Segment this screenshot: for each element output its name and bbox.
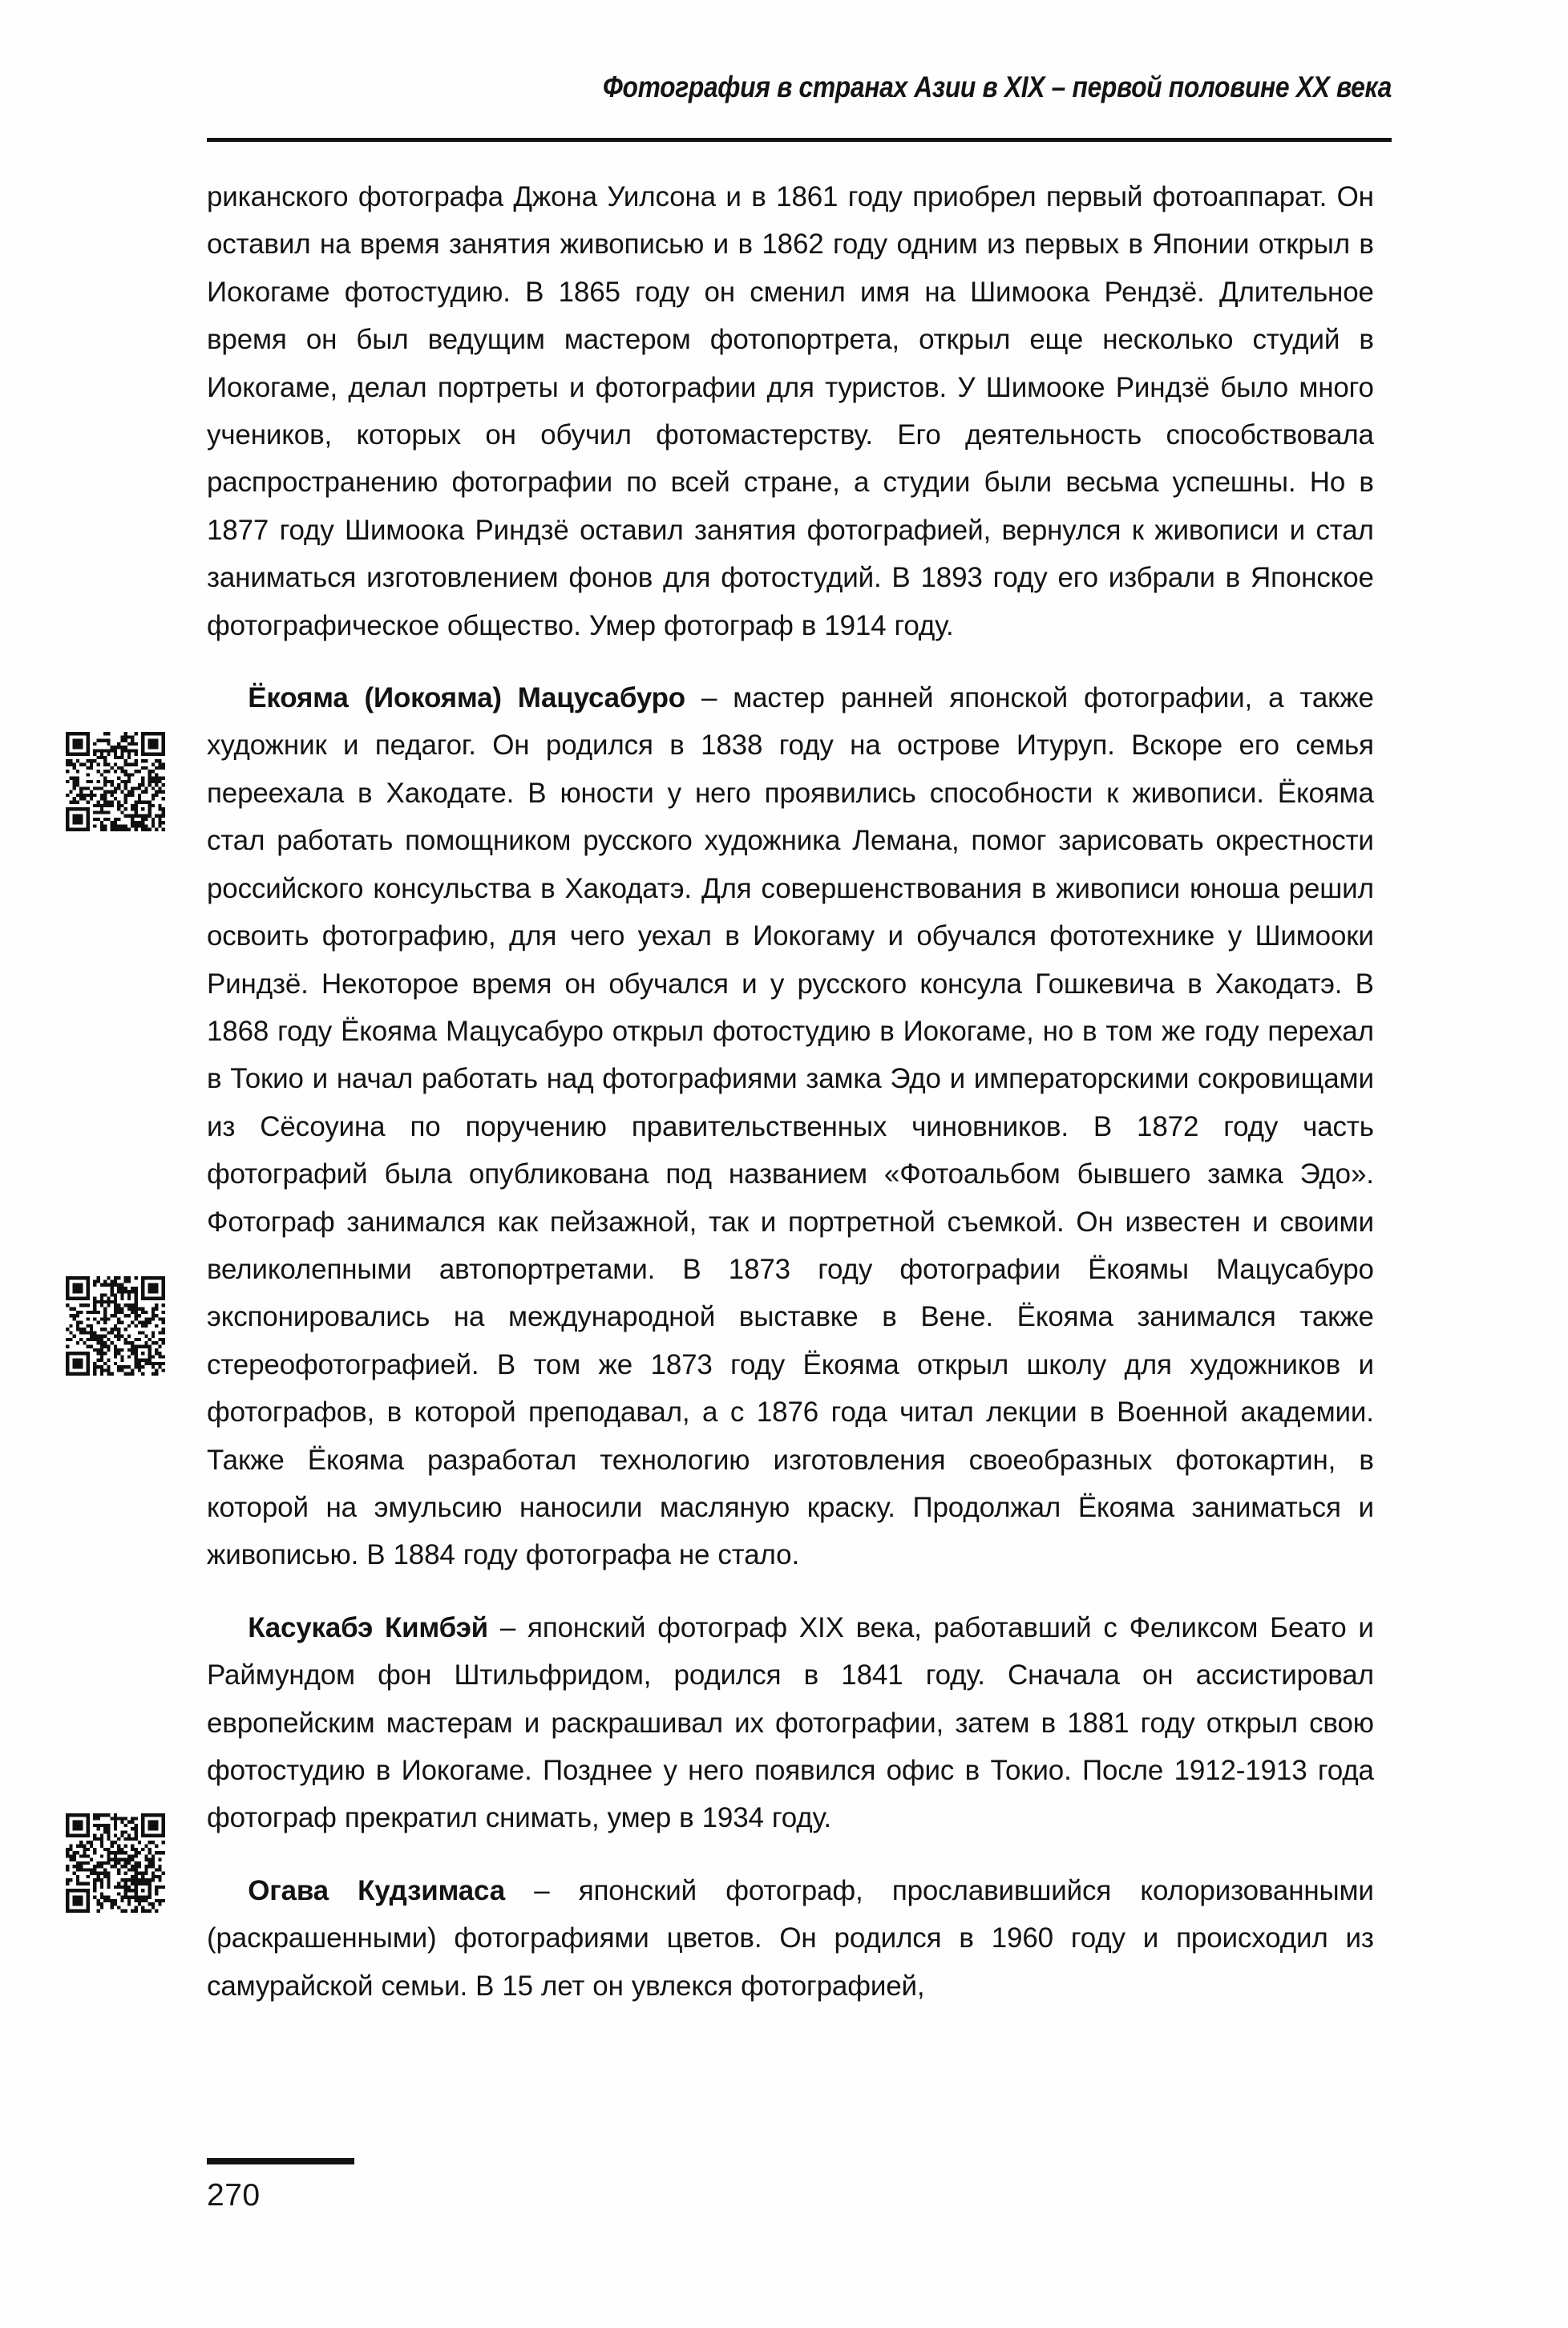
page-number: 270 xyxy=(207,2178,261,2213)
entry-name-kusakabe: Касукабэ Кимбэй xyxy=(248,1611,488,1643)
qr-code-kusakabe[interactable] xyxy=(66,1813,165,1913)
entry-name-yokoyama: Ёкояма (Иокояма) Мацусабуро xyxy=(248,681,685,714)
paragraph-yokoyama xyxy=(207,674,1374,1579)
paragraph-text: – мастер ранней японской фотографии, а также художник и педагог. Он родился в 1838 году на острове Итуруп. Вскоре его семья переехала в Хакодате. В юности у него проявились способности к живописи. Ёкояма стал работать помощником русского художника Лемана, помог зарисовать окрестности российского консульства в Хакодатэ. Для совершенствования в живописи юноша решил освоить фотографию, для чего уехал в Иокогаму и обучался фототехнике у Шимооки Риндзё. Некоторое время он обучался и у русского консула Гошкевича в Хакодатэ. В 1868 году Ёкояма Мацусабуро открыл фотостудию в Иокогаме, но в том же году перехал в Токио и начал работать над фотографиями замка Эдо и императорскими сокровищами из Сёсоуина по поручению правительственных чиновников. В 1872 году часть фотографий была опубликована под названием «Фотоальбом бывшего замка Эдо». Фотограф занимался как пейзажной, так и портретной съемкой. Он известен и своими великолепными автопортретами. В 1873 году фотографии Ёкоямы Мацусабуро экспонировались на международной выставке в Вене. Ёкояма занимался также стереофотографией. В том же 1873 году Ёкояма открыл школу для художников и фотографов, в которой преподавал, а с 1876 года читал лекции в Военной академии. Также Ёкояма разработал технологию изготовления своеобразных фотокартин, в которой на эмульсию наносили масляную краску. Продолжал Ёкояма заниматься и живописью. В 1884 году фотографа не стало. xyxy=(207,681,1374,1571)
body-text-block xyxy=(207,173,1392,2010)
header-rule xyxy=(207,138,1392,142)
paragraph-text: риканского фотографа Джона Уилсона и в 1861 году приобрел первый фотоаппарат. Он оставил на время занятия живописью и в 1862 году одним из первых в Японии открыл в Иокогаме фотостудию. В 1865 году он сменил имя на Шимоока Рендзё. Длительное время он был ведущим мастером фотопортрета, открыл еще несколько студий в Иокогаме, делал портреты и фотографии для туристов. У Шимооке Риндзё было много учеников, которых он обучил фотомастерству. Его деятельность способствовала распространению фотографии по всей стране, а студии были весьма успешны. Но в 1877 году Шимоока Риндзё оставил занятия фотографией, вернулся к живописи и стал заниматься изготовлением фонов для фотостудий. В 1893 году его избрали в Японское фотографическое общество. Умер фотограф в 1914 году. xyxy=(207,180,1374,641)
entry-name-ogawa: Огава Кудзимаса xyxy=(248,1873,505,1906)
paragraph-kusakabe xyxy=(207,1604,1374,1842)
paragraph-text: – японский фотограф, прославившийся колоризованными (раскрашенными) фотографиями цветов. Он родился в 1960 году и происходил из самурайской семьи. В 15 лет он увлекся фотографией, xyxy=(207,1873,1374,2002)
qr-code-yokoyama-bottom[interactable] xyxy=(66,1276,165,1376)
qr-code-yokoyama-top[interactable] xyxy=(66,732,165,831)
running-head: Фотография в странах Азии в XIX – первой половине XX века xyxy=(602,71,1392,103)
paragraph-text: – японский фотограф XIX века, работавший с Феликсом Беато и Раймундом фон Штильфридом, родился в 1841 году. Сначала он ассистировал европейским мастерам и раскрашивал их фотографии, затем в 1881 году открыл свою фотостудию в Иокогаме. Позднее у него появился офис в Токио. После 1912-1913 года фотограф прекратил снимать, умер в 1934 году. xyxy=(207,1611,1374,1834)
paragraph-shimooka-continued xyxy=(207,173,1374,649)
paragraph-ogawa xyxy=(207,1867,1374,2010)
footer-rule xyxy=(207,2158,354,2164)
